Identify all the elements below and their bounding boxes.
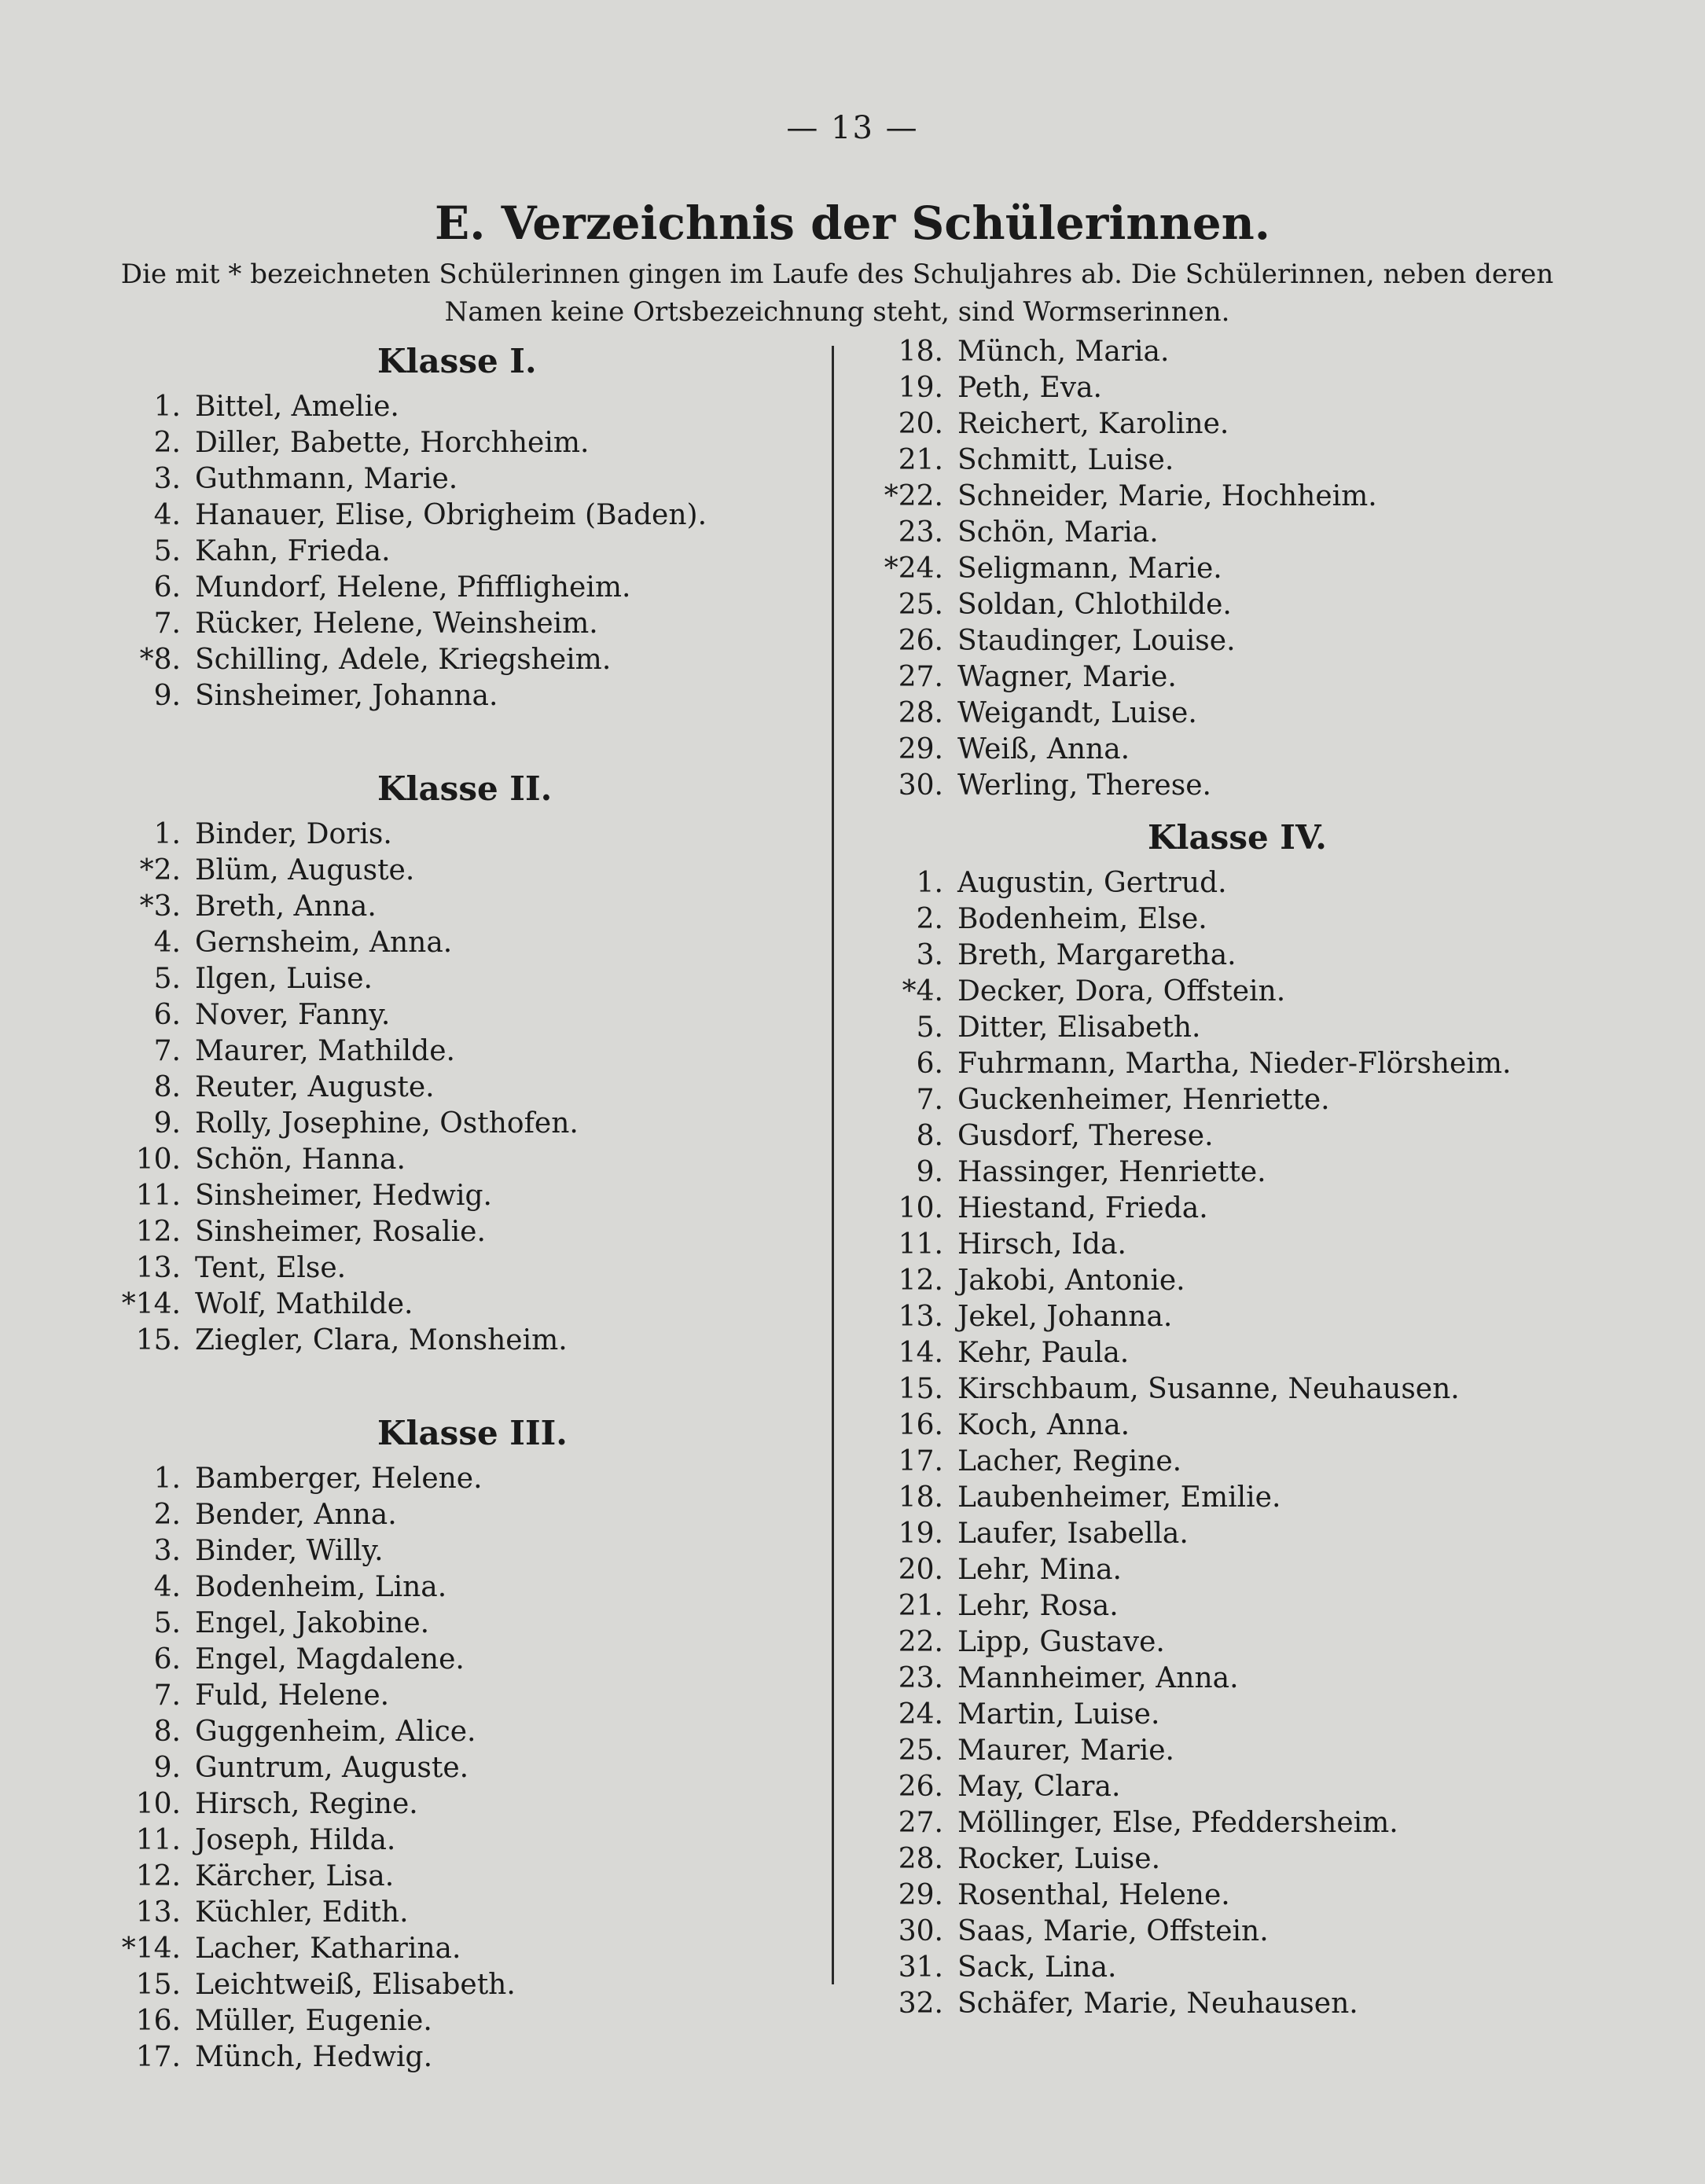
entry-name: Bittel, Amelie. [195,391,399,423]
list-item [118,1750,810,1786]
entry-name: Martin, Luise. [957,1698,1160,1731]
entry-name: Augustin, Gertrud. [957,867,1227,899]
list-item [880,1263,1604,1299]
list-item [880,1010,1604,1046]
list-item [118,497,810,534]
klasse-3-list-part1 [118,1461,810,2076]
list-item [118,2003,810,2039]
entry-number: 3. [153,1535,181,1567]
list-item [880,865,1604,901]
list-item [880,1552,1604,1588]
entry-number: 31. [898,1951,943,1984]
entry-name: Schön, Maria. [957,516,1159,549]
list-item [118,961,810,997]
entry-name: Saas, Marie, Offstein. [957,1915,1269,1947]
entry-number: 19. [898,1518,943,1550]
list-item [880,1118,1604,1154]
entry-number: *14. [121,1933,181,1965]
list-item [880,696,1604,732]
klasse-2-section [118,762,810,1359]
list-item [880,1191,1604,1227]
list-item [118,1642,810,1678]
entry-number: 15. [898,1373,943,1405]
entry-name: Sinsheimer, Johanna. [195,680,498,712]
entry-number: 7. [153,607,181,640]
entry-number: 5. [153,963,181,995]
klasse-1-title: Klasse I. [377,342,537,380]
list-item [118,642,810,678]
entry-number: *2. [139,854,181,886]
list-item [880,1769,1604,1805]
entry-name: Bamberger, Helene. [195,1463,483,1495]
list-item [880,938,1604,974]
list-item [118,678,810,714]
list-item [880,1046,1604,1082]
entry-number: 1. [916,867,943,899]
entry-number: 1. [153,1463,181,1495]
entry-number: 26. [898,625,943,657]
entry-name: Maurer, Mathilde. [195,1035,455,1067]
klasse-2-title: Klasse II. [377,769,553,808]
list-item [118,1967,810,2003]
entry-number: 9. [153,680,181,712]
entry-number: 24. [898,1698,943,1731]
list-item [118,1822,810,1859]
list-item [118,1070,810,1106]
list-item [880,515,1604,551]
entry-number: *24. [884,552,943,585]
entry-name: Maurer, Marie. [957,1734,1174,1767]
list-item [118,925,810,961]
entry-number: 30. [898,1915,943,1947]
entry-name: Guntrum, Auguste. [195,1752,469,1784]
page-number: — 13 — [786,110,919,146]
entry-number: 11. [898,1228,943,1261]
entry-number: 12. [135,1216,181,1248]
entry-number: *22. [884,480,943,512]
entry-name: Bodenheim, Lina. [195,1571,447,1603]
list-item [118,2039,810,2076]
list-item [118,1178,810,1214]
list-item [880,1082,1604,1118]
entry-name: Gusdorf, Therese. [957,1120,1214,1152]
list-item [118,1142,810,1178]
entry-number: 15. [135,1324,181,1356]
klasse-4-title: Klasse IV. [1148,818,1327,857]
entry-name: Rocker, Luise. [957,1843,1161,1875]
entry-number: 6. [153,999,181,1031]
entry-name: Werling, Therese. [957,769,1211,802]
entry-number: 8. [153,1716,181,1748]
entry-name: Ditter, Elisabeth. [957,1011,1201,1044]
list-item [880,1914,1604,1950]
entry-name: Wolf, Mathilde. [195,1288,413,1320]
entry-name: Rosenthal, Helene. [957,1879,1230,1911]
entry-number: 6. [153,1643,181,1676]
list-item [118,1895,810,1931]
list-item [118,1714,810,1750]
entry-number: 6. [153,571,181,604]
entry-number: 1. [153,391,181,423]
entry-name: Sinsheimer, Rosalie. [195,1216,486,1248]
list-item [880,1661,1604,1697]
entry-number: *4. [902,975,943,1008]
list-item [880,1986,1604,2022]
list-item [880,1624,1604,1661]
entry-name: Laubenheimer, Emilie. [957,1481,1281,1514]
entry-name: Schäfer, Marie, Neuhausen. [957,1988,1358,2020]
list-item [880,1733,1604,1769]
entry-number: 2. [153,1499,181,1531]
entry-number: 3. [153,463,181,495]
entry-number: 2. [916,903,943,935]
list-item [880,1335,1604,1371]
entry-number: 14. [898,1337,943,1369]
list-item [118,1250,810,1287]
entry-number: 20. [898,1554,943,1586]
list-item [880,1227,1604,1263]
entry-name: Sinsheimer, Hedwig. [195,1180,492,1212]
entry-name: May, Clara. [957,1771,1121,1803]
list-item [118,817,810,853]
entry-name: Blüm, Auguste. [195,854,415,886]
entry-name: Küchler, Edith. [195,1896,409,1929]
list-item [118,606,810,642]
entry-name: Peth, Eva. [957,372,1102,404]
entry-name: Mundorf, Helene, Pfiffligheim. [195,571,631,604]
entry-number: 7. [153,1679,181,1712]
list-item [118,1106,810,1142]
entry-name: Rücker, Helene, Weinsheim. [195,607,598,640]
list-item [118,461,810,497]
list-item [880,442,1604,479]
entry-number: 2. [153,427,181,459]
entry-name: Schneider, Marie, Hochheim. [957,480,1377,512]
entry-number: 9. [153,1752,181,1784]
list-item [880,479,1604,515]
list-item [118,570,810,606]
entry-number: 27. [898,1807,943,1839]
entry-number: 17. [135,2041,181,2073]
list-item [118,889,810,925]
entry-number: 4. [153,1571,181,1603]
entry-name: Laufer, Isabella. [957,1518,1189,1550]
entry-name: Nover, Fanny. [195,999,391,1031]
list-item [118,1569,810,1606]
list-item [880,1878,1604,1914]
list-item [880,1480,1604,1516]
entry-name: Weiß, Anna. [957,733,1130,765]
entry-number: 5. [916,1011,943,1044]
entry-number: 18. [898,1481,943,1514]
entry-name: Kehr, Paula. [957,1337,1130,1369]
entry-name: Wagner, Marie. [957,661,1177,693]
entry-number: 7. [916,1084,943,1116]
entry-name: Hiestand, Frieda. [957,1192,1208,1224]
entry-number: 25. [898,1734,943,1767]
list-item [118,1931,810,1967]
entry-number: 8. [153,1071,181,1103]
list-item [880,1516,1604,1552]
entry-name: Binder, Doris. [195,818,392,850]
entry-number: 13. [898,1301,943,1333]
list-item [880,1588,1604,1624]
entry-number: 9. [916,1156,943,1188]
entry-number: 23. [898,516,943,549]
klasse-2-list [118,817,810,1359]
entry-number: 8. [916,1120,943,1152]
entry-number: *14. [121,1288,181,1320]
list-item [118,1033,810,1070]
intro-note: Die mit * bezeichneten Schülerinnen gingen im Laufe des Schuljahres ab. Die Schülerinnen, neben deren Namen keine Ortsbezeichnung steht, sind Wormserinnen. [120,259,1554,328]
left-column [118,334,810,2076]
page-heading: E. Verzeichnis der Schülerinnen. [434,196,1270,250]
list-item [118,1786,810,1822]
entry-name: Hanauer, Elise, Obrigheim (Baden). [195,499,707,531]
list-item [118,997,810,1033]
entry-name: Tent, Else. [195,1252,347,1284]
entry-name: Weigandt, Luise. [957,697,1197,729]
entry-name: Müller, Eugenie. [195,2005,432,2037]
entry-name: Gernsheim, Anna. [195,927,453,959]
entry-number: 30. [898,769,943,802]
entry-number: 29. [898,1879,943,1911]
entry-name: Kirschbaum, Susanne, Neuhausen. [957,1373,1460,1405]
entry-number: 3. [916,939,943,971]
entry-number: 28. [898,697,943,729]
entry-number: 13. [135,1252,181,1284]
entry-number: 27. [898,661,943,693]
entry-number: 10. [135,1788,181,1820]
list-item [880,1408,1604,1444]
entry-name: Decker, Dora, Offstein. [957,975,1286,1008]
entry-number: 16. [898,1409,943,1441]
entry-number: 10. [135,1143,181,1176]
list-item [118,1287,810,1323]
list-item [880,901,1604,938]
column-divider [832,346,834,1984]
entry-number: 32. [898,1988,943,2020]
entry-number: 20. [898,408,943,440]
entry-name: Lehr, Mina. [957,1554,1123,1586]
entry-number: *8. [139,644,181,676]
list-item [118,1461,810,1497]
entry-number: 1. [153,818,181,850]
list-item [118,534,810,570]
entry-name: Rolly, Josephine, Osthofen. [195,1107,579,1140]
list-item [880,1841,1604,1878]
entry-name: Breth, Margaretha. [957,939,1236,971]
klasse-3-section [118,1406,810,2076]
entry-name: Lacher, Regine. [957,1445,1182,1477]
entry-number: 21. [898,444,943,476]
entry-number: 9. [153,1107,181,1140]
entry-name: Engel, Magdalene. [195,1643,465,1676]
list-item [118,1323,810,1359]
entry-name: Hirsch, Regine. [195,1788,418,1820]
entry-name: Lacher, Katharina. [195,1933,461,1965]
entry-name: Guthmann, Marie. [195,463,458,495]
entry-name: Staudinger, Louise. [957,625,1236,657]
entry-name: Guggenheim, Alice. [195,1716,476,1748]
list-item [880,1299,1604,1335]
entry-name: Schmitt, Luise. [957,444,1174,476]
list-item [880,551,1604,587]
entry-name: Bodenheim, Else. [957,903,1207,935]
entry-name: Binder, Willy. [195,1535,384,1567]
list-item [118,389,810,425]
list-item [880,768,1604,804]
entry-number: 26. [898,1771,943,1803]
entry-name: Sack, Lina. [957,1951,1117,1984]
list-item [880,974,1604,1010]
entry-number: 17. [898,1445,943,1477]
entry-number: 23. [898,1662,943,1694]
entry-number: 10. [898,1192,943,1224]
list-item [880,406,1604,442]
klasse-3-title: Klasse III. [377,1414,568,1452]
klasse-3-list-part2 [880,334,1604,804]
klasse-4-section [880,810,1604,2022]
entry-name: Jekel, Johanna. [957,1301,1173,1333]
entry-name: Münch, Hedwig. [195,2041,433,2073]
entry-number: 19. [898,372,943,404]
entry-number: 7. [153,1035,181,1067]
list-item [880,370,1604,406]
entry-name: Seligmann, Marie. [957,552,1222,585]
entry-number: 6. [916,1048,943,1080]
entry-name: Schilling, Adele, Kriegsheim. [195,644,612,676]
list-item [880,732,1604,768]
entry-name: Reichert, Karoline. [957,408,1229,440]
entry-number: *3. [139,890,181,923]
list-item [880,623,1604,659]
entry-name: Jakobi, Antonie. [957,1265,1185,1297]
entry-name: Kahn, Frieda. [195,535,391,567]
list-item [880,1371,1604,1408]
entry-number: 4. [153,927,181,959]
entry-number: 12. [135,1860,181,1892]
klasse-1-section [118,334,810,714]
list-item [880,659,1604,696]
entry-name: Ziegler, Clara, Monsheim. [195,1324,568,1356]
entry-name: Ilgen, Luise. [195,963,373,995]
entry-name: Hassinger, Henriette. [957,1156,1266,1188]
list-item [118,1859,810,1895]
entry-name: Koch, Anna. [957,1409,1130,1441]
entry-number: 5. [153,535,181,567]
entry-number: 28. [898,1843,943,1875]
entry-name: Soldan, Chlothilde. [957,589,1232,621]
entry-number: 16. [135,2005,181,2037]
entry-name: Joseph, Hilda. [195,1824,396,1856]
entry-name: Münch, Maria. [957,336,1170,368]
entry-name: Fuhrmann, Martha, Nieder-Flörsheim. [957,1048,1512,1080]
entry-name: Engel, Jakobine. [195,1607,430,1639]
klasse-4-list [880,865,1604,2022]
entry-number: 15. [135,1969,181,2001]
entry-name: Hirsch, Ida. [957,1228,1126,1261]
entry-number: 11. [135,1824,181,1856]
list-item [118,425,810,461]
list-item [880,1805,1604,1841]
list-item [880,1950,1604,1986]
entry-number: 25. [898,589,943,621]
list-item [118,1606,810,1642]
list-item [118,1533,810,1569]
entry-number: 11. [135,1180,181,1212]
list-item [118,1497,810,1533]
entry-name: Bender, Anna. [195,1499,397,1531]
entry-name: Schön, Hanna. [195,1143,406,1176]
entry-name: Kärcher, Lisa. [195,1860,395,1892]
list-item [118,1214,810,1250]
list-item [880,334,1604,370]
entry-name: Diller, Babette, Horchheim. [195,427,590,459]
list-item [880,587,1604,623]
list-item [880,1154,1604,1191]
entry-number: 5. [153,1607,181,1639]
entry-name: Mannheimer, Anna. [957,1662,1239,1694]
entry-number: 13. [135,1896,181,1929]
entry-name: Lipp, Gustave. [957,1626,1165,1658]
entry-number: 22. [898,1626,943,1658]
entry-number: 12. [898,1265,943,1297]
list-item [118,853,810,889]
list-item [118,1678,810,1714]
entry-name: Breth, Anna. [195,890,377,923]
list-item [880,1697,1604,1733]
entry-name: Guckenheimer, Henriette. [957,1084,1330,1116]
entry-name: Fuld, Helene. [195,1679,390,1712]
entry-name: Leichtweiß, Elisabeth. [195,1969,516,2001]
entry-number: 18. [898,336,943,368]
entry-number: 29. [898,733,943,765]
klasse-1-list [118,389,810,714]
right-column [880,334,1604,2022]
entry-number: 21. [898,1590,943,1622]
entry-name: Lehr, Rosa. [957,1590,1119,1622]
entry-number: 4. [153,499,181,531]
list-item [880,1444,1604,1480]
entry-name: Möllinger, Else, Pfeddersheim. [957,1807,1398,1839]
entry-name: Reuter, Auguste. [195,1071,435,1103]
